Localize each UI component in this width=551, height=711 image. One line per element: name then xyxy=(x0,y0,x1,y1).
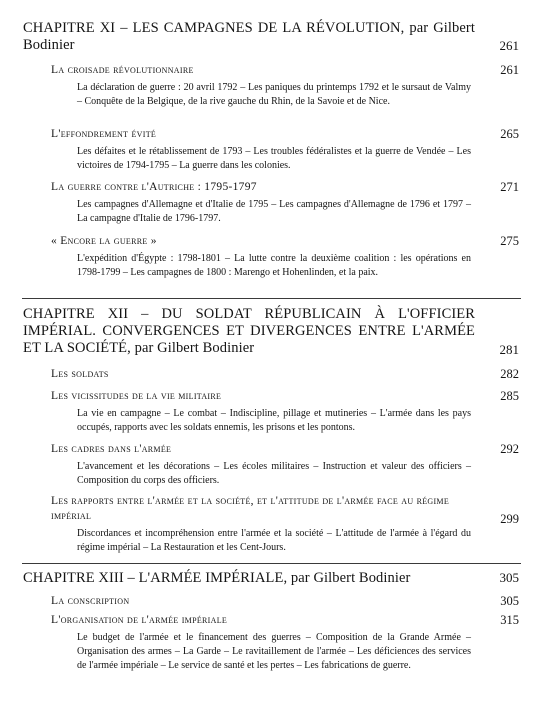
chapter-page-number: 305 xyxy=(499,570,519,585)
section-entry xyxy=(51,367,519,382)
section-description: L'expédition d'Égypte : 1798-1801 – La lutte contre la deuxième coalition : les opérations en 1798-1799 – Les campagnes de 1800 : Marengo et Hohenlinden, et la paix. xyxy=(77,253,471,278)
chapter-title: CHAPITRE XIII – L'ARMÉE IMPÉRIALE, par Gilbert Bodinier xyxy=(23,570,411,586)
chapter-title: CHAPITRE XII – DU SOLDAT RÉPUBLICAIN À L'OFFICIER IMPÉRIAL. CONVERGENCES ET DIVERGENCES ENTRE L'ARMÉE ET LA SOCIÉTÉ, par Gilbert Bodinier xyxy=(23,306,475,356)
section-title: La conscription xyxy=(51,595,130,607)
section-title: Les soldats xyxy=(51,368,109,380)
section-title: La croisade révolutionnaire xyxy=(51,64,194,76)
section-entry xyxy=(51,63,519,109)
section-entry xyxy=(51,234,519,280)
section-page-number: 292 xyxy=(500,442,519,456)
chapter-xiii xyxy=(23,570,519,587)
chapter-page-number: 281 xyxy=(499,342,519,357)
section-description: Les campagnes d'Allemagne et d'Italie de 1795 – Les campagnes d'Allemagne de 1796 et 1797 – La campagne d'Italie de 1796-1797. xyxy=(77,199,471,224)
chapter-xi xyxy=(23,20,519,54)
chapter-title: CHAPITRE XI – LES CAMPAGNES DE LA RÉVOLUTION, par Gilbert Bodinier xyxy=(23,20,475,53)
section-title: « Encore la guerre » xyxy=(51,235,157,247)
section-description: Discordances et incompréhension entre l'armée et la société – L'attitude de l'armée à l'égard du régime impérial – La Restauration et les Cent-Jours. xyxy=(77,528,471,553)
section-title: L'effondrement évité xyxy=(51,128,157,140)
section-entry xyxy=(51,613,519,673)
section-description: L'avancement et les décorations – Les écoles militaires – Instruction et valeur des officiers – Composition du corps des officiers. xyxy=(77,461,471,486)
section-page-number: 282 xyxy=(500,367,519,381)
chapter-divider xyxy=(22,563,521,564)
section-description: Les défaites et le rétablissement de 1793 – Les troubles fédéralistes et la guerre de Vendée – Les victoires de 1794-1795 – La guerre dans les colonies. xyxy=(77,146,471,171)
section-entry xyxy=(51,442,519,488)
section-title: Les cadres dans l'armée xyxy=(51,443,172,455)
chapter-divider xyxy=(22,298,521,299)
section-entry xyxy=(51,389,519,435)
section-title: La guerre contre l'Autriche : 1795-1797 xyxy=(51,181,257,193)
section-title: L'organisation de l'armée impériale xyxy=(51,614,228,626)
section-page-number: 299 xyxy=(500,512,519,526)
section-title: Les vicissitudes de la vie militaire xyxy=(51,390,222,402)
section-description: Le budget de l'armée et le financement des guerres – Composition de la Grande Armée – Organisation des armes – La Garde – Le ravitaillement de l'armée – Les déficiences des services de l'armée impériale – Le service de santé et les pertes – Les fabrications de guerre. xyxy=(77,632,471,671)
section-entry xyxy=(51,594,519,609)
section-entry xyxy=(51,494,519,555)
section-title: Les rapports entre l'armée et la société, et l'attitude de l'armée face au régime impérial xyxy=(51,495,450,522)
section-page-number: 285 xyxy=(500,389,519,403)
section-description: La déclaration de guerre : 20 avril 1792 – Les paniques du printemps 1792 et le sursaut de Valmy – Conquête de la Belgique, de la rive gauche du Rhin, de la Savoie et de Nice. xyxy=(77,82,471,107)
section-page-number: 271 xyxy=(500,180,519,194)
section-page-number: 261 xyxy=(500,63,519,77)
section-page-number: 275 xyxy=(500,234,519,248)
chapter-page-number: 261 xyxy=(499,38,519,53)
section-entry xyxy=(51,127,519,173)
section-description: La vie en campagne – Le combat – Indiscipline, pillage et mutineries – L'armée dans les pays occupés, rapports avec les soldats ennemis, les prisons et les pontons. xyxy=(77,408,471,433)
section-page-number: 265 xyxy=(500,127,519,141)
section-entry xyxy=(51,180,519,226)
chapter-xii xyxy=(23,306,519,357)
section-page-number: 315 xyxy=(500,613,519,627)
section-page-number: 305 xyxy=(500,594,519,608)
